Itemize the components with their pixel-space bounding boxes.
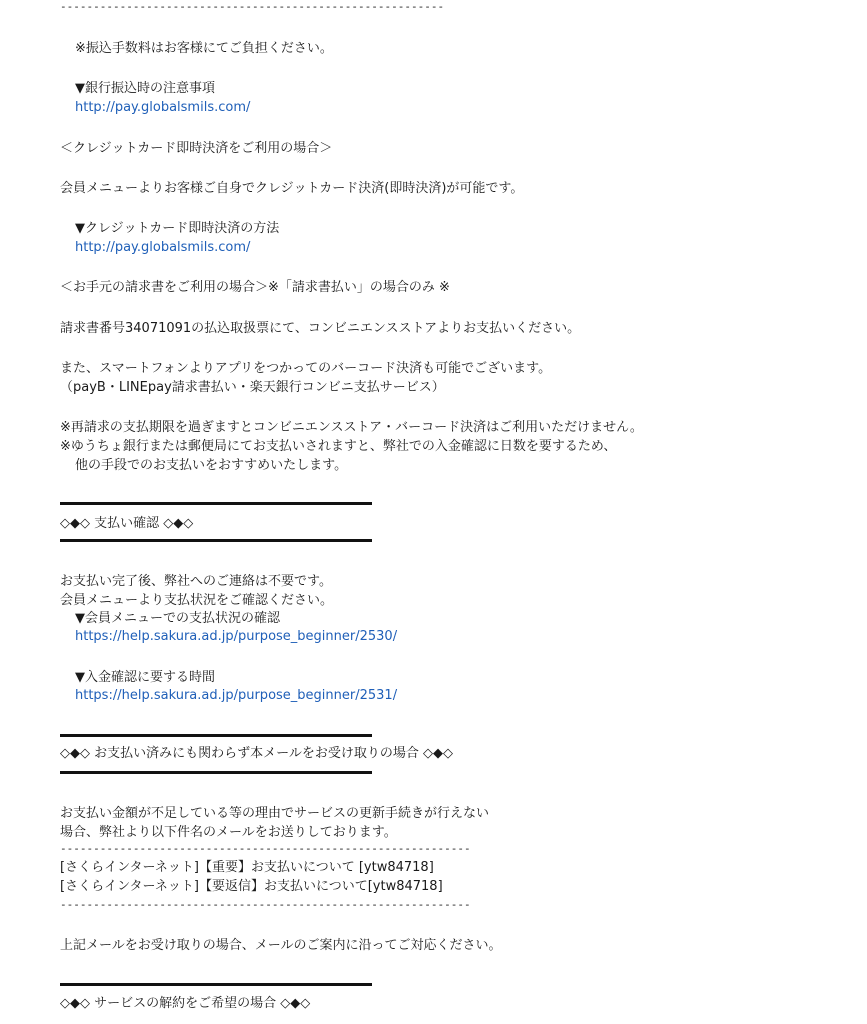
- confirm-status-link[interactable]: https://help.sakura.ad.jp/purpose_beginner/2530/: [75, 629, 398, 644]
- bank-caution-label: ▼銀行振込時の注意事項: [75, 81, 215, 96]
- received-text-1: お支払い金額が不足している等の理由でサービスの更新手続きが行えない: [60, 806, 490, 821]
- warning-2: ※ゆうちょ銀行または郵便局にてお支払いされますと、弊社での入金確認に日数を要するため、: [60, 439, 617, 454]
- credit-text: 会員メニューよりお客様ご自身でクレジットカード決済(即時決済)が可能です。: [60, 181, 524, 196]
- section-title-payment-confirm: ◇◆◇ 支払い確認 ◇◆◇: [60, 516, 194, 531]
- fee-note: ※振込手数料はお客様にてご負担ください。: [75, 41, 333, 56]
- credit-method-label: ▼クレジットカード即時決済の方法: [75, 221, 280, 236]
- warning-3: 他の手段でのお支払いをおすすめいたします。: [75, 458, 348, 473]
- credit-method-link[interactable]: http://pay.globalsmils.com/: [75, 240, 251, 255]
- confirm-text-1: お支払い完了後、弊社へのご連絡は不要です。: [60, 574, 332, 589]
- confirm-status-label: ▼会員メニューでの支払状況の確認: [75, 611, 280, 626]
- app-text-2: （payB・LINEpay請求書払い・楽天銀行コンビニ支払サービス）: [60, 380, 445, 395]
- invoice-text: 請求書番号34071091の払込取扱票にて、コンビニエンスストアよりお支払いください。: [60, 321, 581, 336]
- received-text-2: 場合、弊社より以下件名のメールをお送りしております。: [60, 825, 397, 840]
- confirm-time-label: ▼入金確認に要する時間: [75, 670, 215, 685]
- section-rule: [60, 502, 372, 505]
- confirm-text-2: 会員メニューより支払状況をご確認ください。: [60, 593, 334, 608]
- confirm-time-link[interactable]: https://help.sakura.ad.jp/purpose_beginner/2531/: [75, 688, 398, 703]
- credit-heading: ＜クレジットカード即時決済をご利用の場合＞: [60, 141, 333, 156]
- app-text-1: また、スマートフォンよりアプリをつかってのバーコード決済も可能でございます。: [60, 361, 552, 376]
- divider-dashes: --------------------------------------------------------------: [60, 898, 471, 911]
- received-text-3: 上記メールをお受け取りの場合、メールのご案内に沿ってご対応ください。: [60, 938, 502, 953]
- section-rule: [60, 983, 372, 986]
- subject-line-2: [さくらインターネット]【要返信】お支払いについて[ytw84718]: [60, 879, 443, 894]
- invoice-heading: ＜お手元の請求書をご利用の場合＞※「請求書払い」の場合のみ ※: [60, 280, 450, 295]
- divider-dashes-top: ----------------------------------------------------------: [60, 0, 445, 13]
- divider-dashes: --------------------------------------------------------------: [60, 842, 471, 855]
- bank-caution-link[interactable]: http://pay.globalsmils.com/: [75, 100, 251, 115]
- section-title-cancel: ◇◆◇ サービスの解約をご希望の場合 ◇◆◇: [60, 996, 311, 1011]
- section-rule: [60, 539, 372, 542]
- subject-line-1: [さくらインターネット]【重要】お支払いについて [ytw84718]: [60, 860, 434, 875]
- section-rule: [60, 771, 372, 774]
- section-rule: [60, 734, 372, 737]
- warning-1: ※再請求の支払期限を過ぎますとコンビニエンスストア・バーコード決済はご利用いただけません。: [60, 420, 643, 435]
- section-title-already-paid: ◇◆◇ お支払い済みにも関わらず本メールをお受け取りの場合 ◇◆◇: [60, 746, 453, 761]
